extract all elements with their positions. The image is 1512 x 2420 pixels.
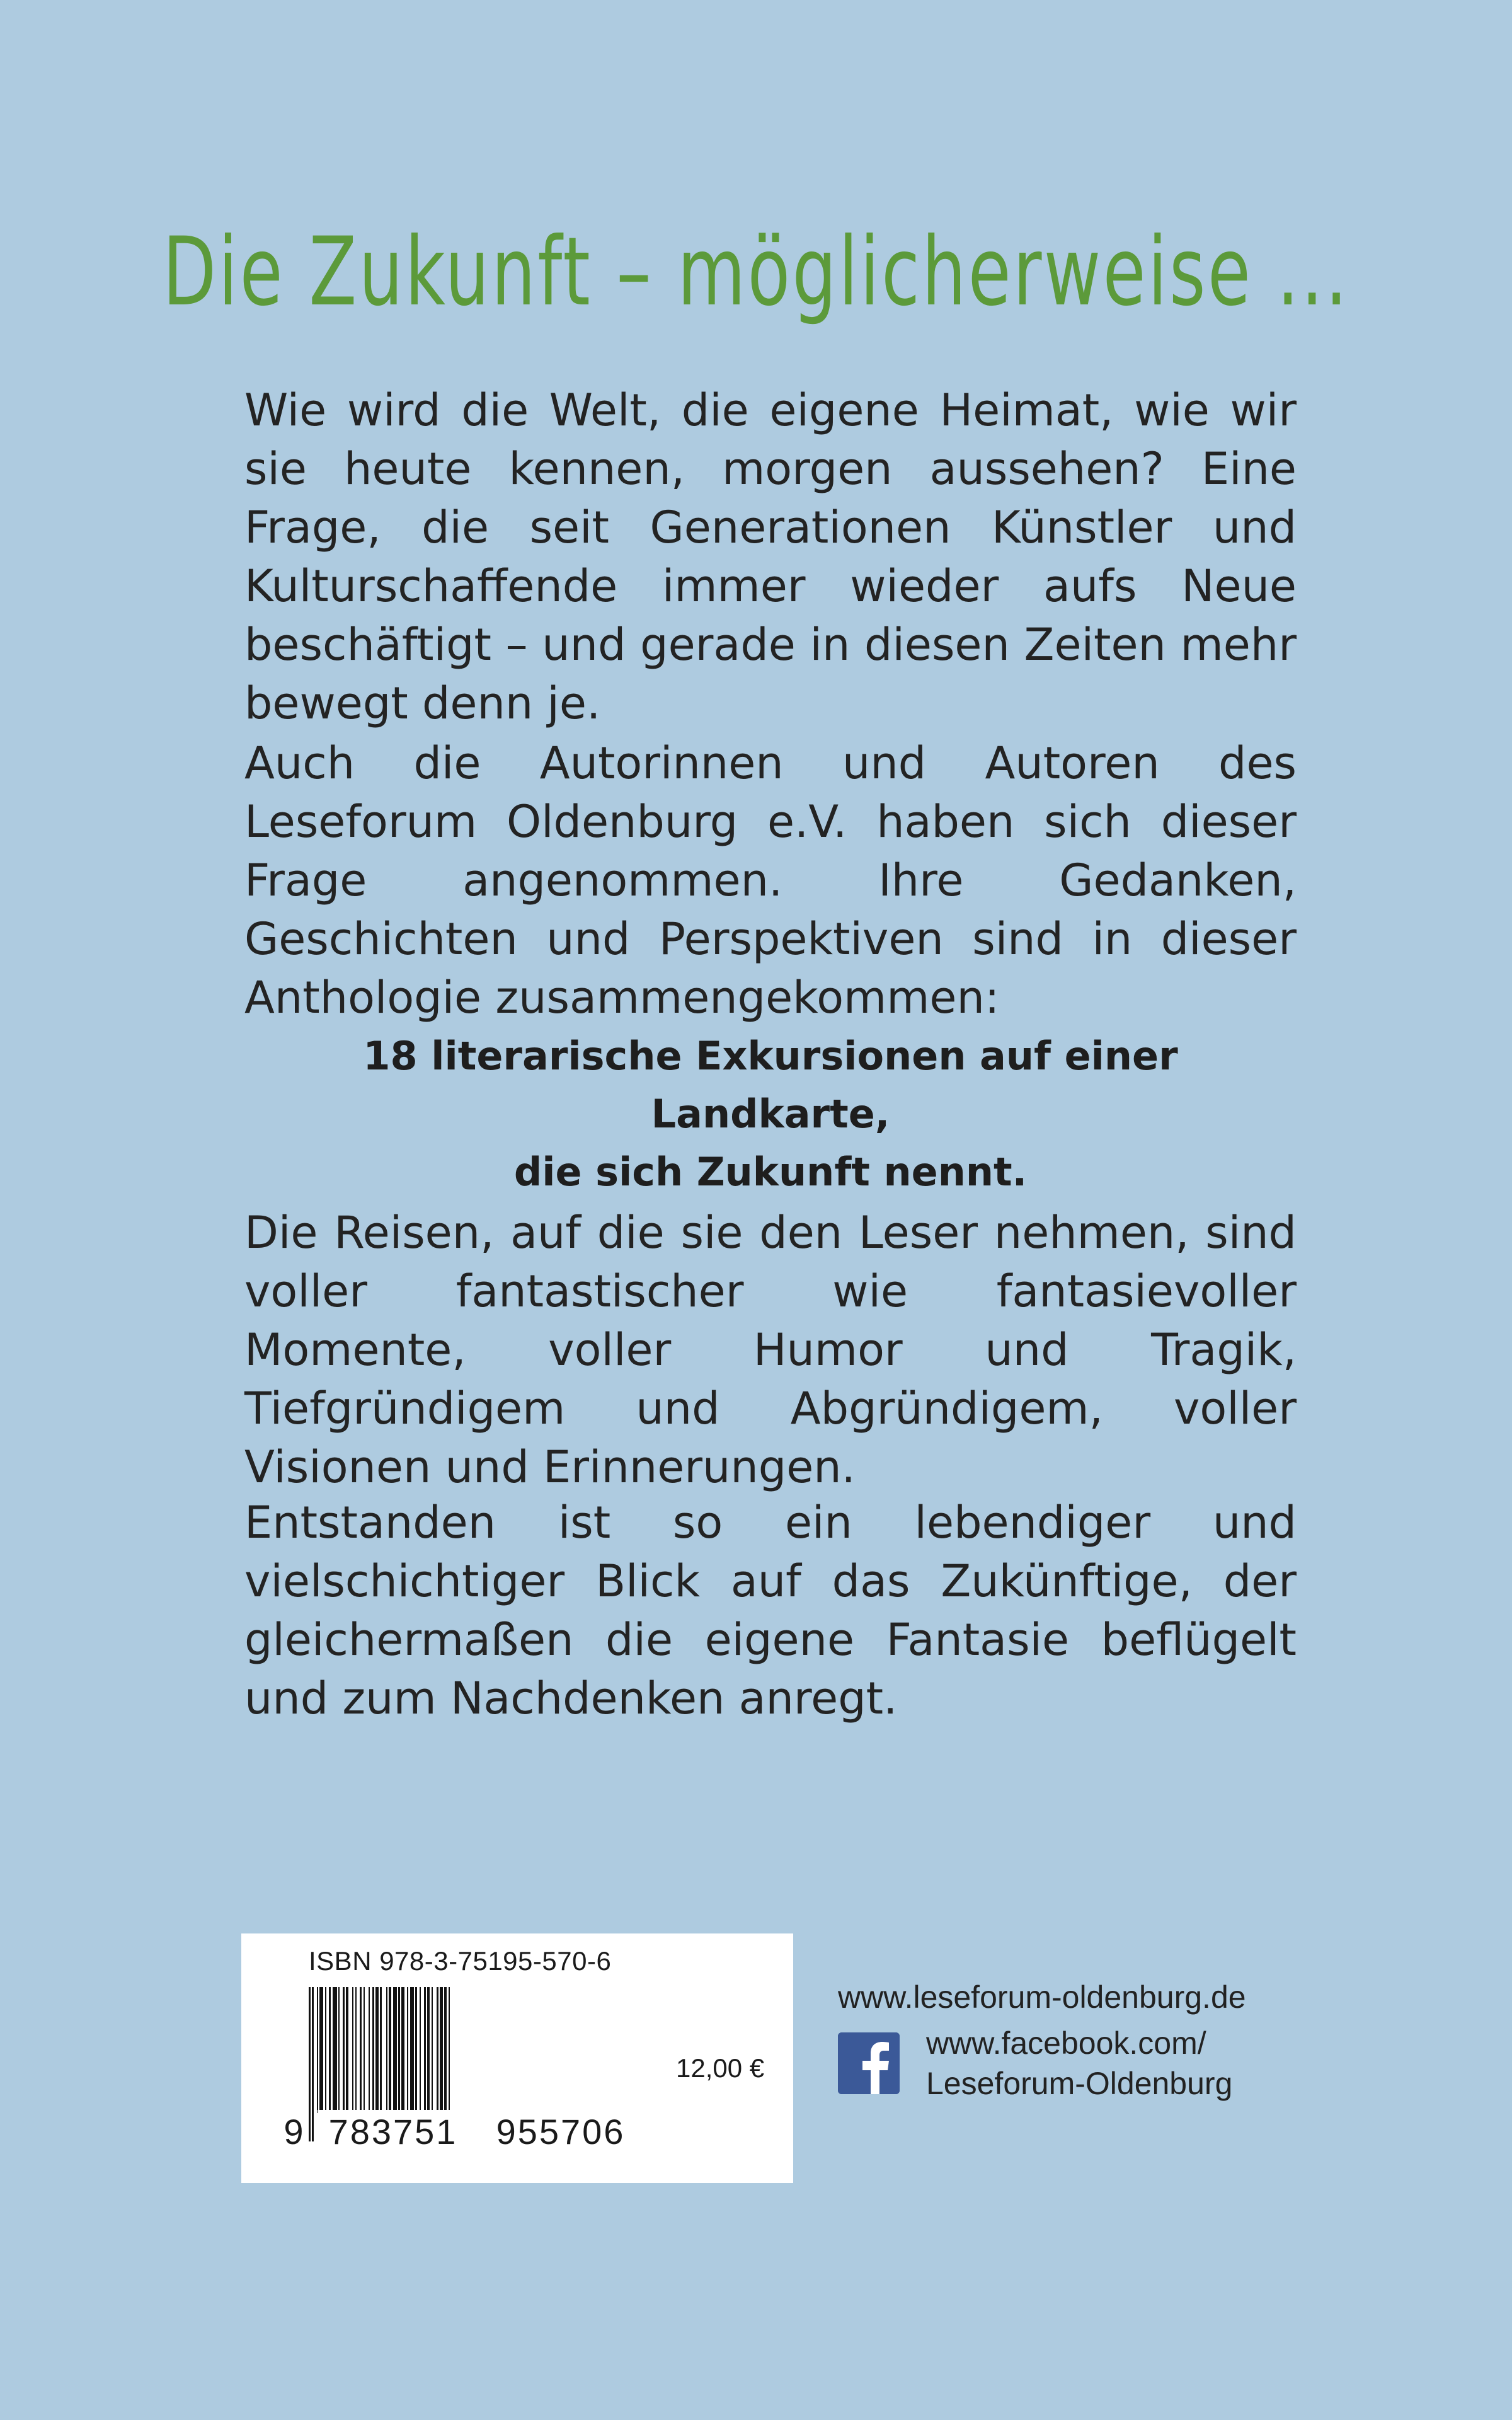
barcode-bar bbox=[355, 1987, 357, 2113]
barcode-bar bbox=[415, 1987, 417, 2113]
barcode-bar bbox=[427, 1987, 430, 2113]
paragraph-journeys: Die Reisen, auf die sie den Leser nehmen, sind voller fantastischer wie fantasievoller Momente, voller Humor und Tragik, Tiefgründigem und Abgründigem, voller Visionen und Erinnerungen. bbox=[244, 1207, 1297, 1493]
barcode-bar bbox=[364, 1987, 365, 2113]
isbn-number: ISBN 978-3-75195-570-6 bbox=[309, 1946, 612, 1976]
barcode-digits-right: 955706 bbox=[482, 2110, 639, 2154]
barcode-bar bbox=[325, 1987, 326, 2113]
highlight-line-1: 18 literarische Exkursionen auf einer Landkarte, bbox=[363, 1033, 1178, 1137]
barcode-bar bbox=[420, 1987, 421, 2113]
highlight-line-2: die sich Zukunft nennt. bbox=[513, 1149, 1028, 1195]
facebook-icon[interactable] bbox=[838, 2032, 900, 2094]
website-url[interactable]: www.leseforum-oldenburg.de bbox=[838, 1979, 1246, 2015]
price-label: 12,00 € bbox=[676, 2053, 765, 2083]
barcode-digit-first: 9 bbox=[284, 2112, 306, 2152]
barcode-bar bbox=[386, 1987, 387, 2113]
barcode-bar bbox=[346, 1987, 348, 2113]
facebook-url[interactable] bbox=[926, 2023, 1232, 2104]
barcode-digits-left: 783751 bbox=[318, 2110, 469, 2154]
barcode-bar bbox=[437, 1987, 438, 2113]
barcode-bar bbox=[352, 1987, 353, 2113]
barcode-bar bbox=[407, 1987, 408, 2113]
barcode-bar bbox=[343, 1987, 345, 2113]
barcode-bar bbox=[309, 1987, 311, 2141]
barcode-bar bbox=[369, 1987, 370, 2113]
barcode-bar bbox=[398, 1987, 400, 2113]
barcode-bar bbox=[329, 1987, 331, 2113]
paragraph-intro: Wie wird die Welt, die eigene Heimat, wie wir sie heute kennen, morgen aussehen? Eine Frage, die seit Generationen Künstler und Kulturschaffende immer wieder aufs Neue beschäftigt – und gerade in diesen Zeiten mehr bewegt denn je. bbox=[244, 384, 1297, 729]
paragraph-authors: Auch die Autorinnen und Autoren des Leseforum Oldenburg e.V. haben sich dieser Frage angenommen. Ihre Gedanken, Geschichten und Perspektiven sind in dieser Anthologie zusammengekommen: bbox=[244, 737, 1297, 1023]
barcode-bar bbox=[410, 1987, 414, 2113]
barcode-bar bbox=[424, 1987, 426, 2113]
barcode-bar bbox=[440, 1987, 443, 2113]
barcode-bar bbox=[319, 1987, 323, 2113]
barcode-bar bbox=[338, 1987, 340, 2113]
barcode-bar bbox=[393, 1987, 397, 2113]
facebook-url-line-1: www.facebook.com/ bbox=[926, 2025, 1206, 2061]
cover-title: Die Zukunft – möglicherweise ... bbox=[163, 217, 1349, 327]
paragraph-conclusion: Entstanden ist so ein lebendiger und vielschichtiger Blick auf das Zukünftige, der gleichermaßen die eigene Fantasie beflügelt und zum Nachdenken anregt. bbox=[244, 1497, 1297, 1724]
isbn-barcode-box bbox=[241, 1933, 793, 2183]
barcode-bar bbox=[372, 1987, 374, 2113]
barcode-bar bbox=[401, 1987, 404, 2113]
barcode-bar bbox=[333, 1987, 337, 2113]
facebook-url-line-2: Leseforum-Oldenburg bbox=[926, 2066, 1233, 2101]
barcode-bar bbox=[389, 1987, 391, 2113]
highlight-statement bbox=[244, 1027, 1297, 1201]
barcode-bar bbox=[360, 1987, 362, 2113]
barcode-bar bbox=[432, 1987, 433, 2113]
barcode-bar bbox=[312, 1987, 314, 2141]
barcode-bar bbox=[317, 1987, 318, 2113]
